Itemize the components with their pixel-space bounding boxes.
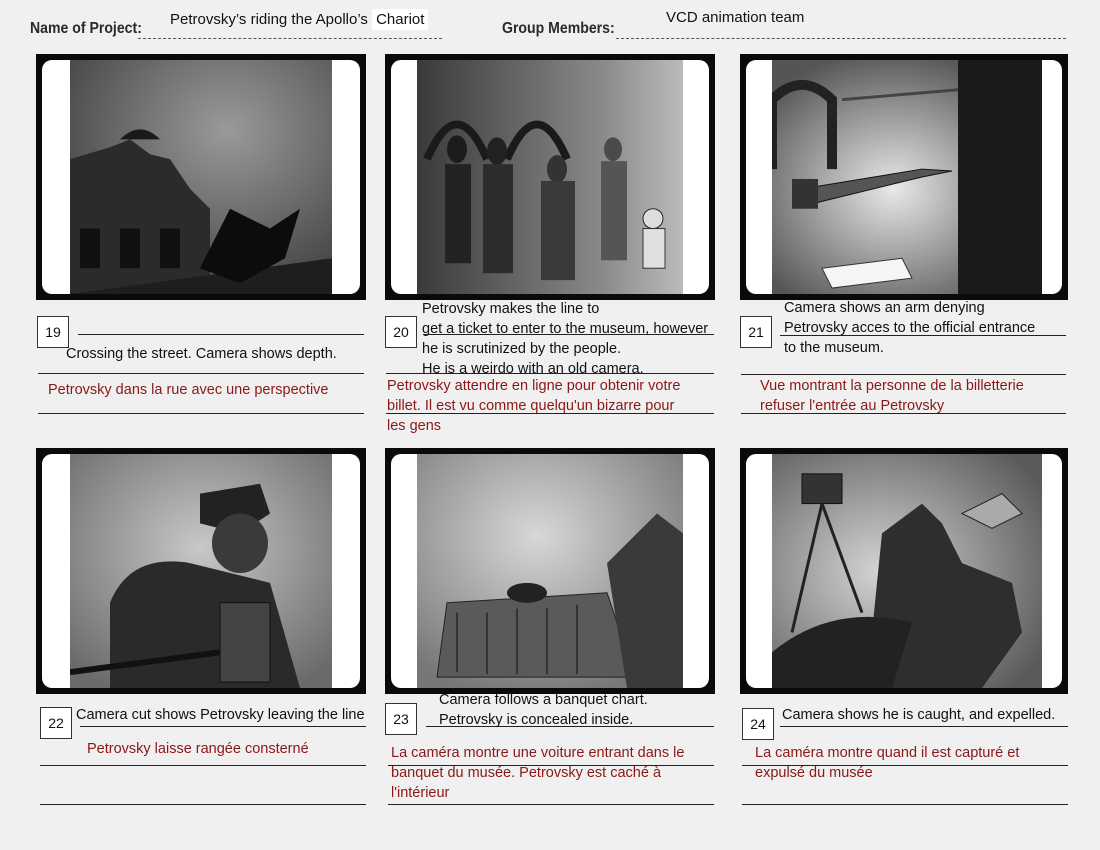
falling-man-icon	[772, 454, 1042, 688]
caption-line	[388, 804, 714, 805]
project-name-part2: Chariot	[372, 9, 428, 30]
project-name	[168, 11, 430, 28]
storyboard-frame-21	[740, 54, 1068, 300]
caption-line	[78, 334, 364, 335]
banquet-table-icon	[417, 454, 683, 688]
queue-of-people-icon	[417, 60, 683, 294]
project-name-part1: Petrovsky’s riding the Apollo’s	[170, 11, 368, 28]
english-caption-20: Petrovsky makes the line to get a ticket to enter to the museum, however he is scrutinized by the people. He is a weirdo with an old camera.	[422, 301, 709, 377]
frame-number-24: 24	[742, 708, 774, 740]
storyboard-frame-22	[36, 448, 366, 694]
storyboard-frame-20	[385, 54, 715, 300]
project-name-underline	[138, 38, 442, 39]
frame-number-21: 21	[740, 316, 772, 348]
group-members-label: Group Members:	[502, 20, 615, 37]
petrovsky-closeup-icon	[70, 454, 332, 688]
english-caption-21: Camera shows an arm denying Petrovsky acces to the official entrance to the museum.	[784, 300, 1036, 356]
storyboard-frame-19	[36, 54, 366, 300]
caption-line	[38, 373, 364, 374]
english-caption-22: Camera cut shows Petrovsky leaving the line	[76, 707, 365, 723]
frame-number-20: 20	[385, 316, 417, 348]
storyboard-frame-24	[740, 448, 1068, 694]
caption-line	[40, 804, 366, 805]
caption-line	[780, 726, 1068, 727]
french-caption-22: Petrovsky laisse rangée consterné	[87, 741, 309, 757]
group-members-underline	[616, 38, 1066, 39]
storyboard-frame-23	[385, 448, 715, 694]
frame-number-19: 19	[37, 316, 69, 348]
french-caption-24: La caméra montre quand il est capturé et expulsé du musée	[755, 745, 1020, 781]
english-caption-19: Crossing the street. Camera shows depth.	[66, 346, 337, 362]
french-caption-23: La caméra montre une voiture entrant dans le banquet du musée. Petrovsky est caché à l'intérieur	[391, 745, 685, 801]
frame-number-23: 23	[385, 703, 417, 735]
project-label: Name of Project:	[30, 20, 142, 37]
street-scene-icon	[70, 60, 332, 294]
french-caption-20: Petrovsky attendre en ligne pour obtenir votre billet. Il est vu comme quelqu'un bizarre pour les gens	[387, 378, 681, 434]
group-members-value: VCD animation team	[666, 9, 805, 26]
caption-line	[80, 726, 366, 727]
caption-line	[40, 765, 366, 766]
french-caption-19: Petrovsky dans la rue avec une perspective	[48, 382, 329, 398]
frame-number-22: 22	[40, 707, 72, 739]
pointing-arm-icon	[772, 60, 1042, 294]
caption-line	[741, 374, 1066, 375]
caption-line	[38, 413, 364, 414]
english-caption-23: Camera follows a banquet chart. Petrovsky is concealed inside.	[439, 692, 648, 728]
caption-line	[742, 804, 1068, 805]
french-caption-21: Vue montrant la personne de la billetterie refuser l'entrée au Petrovsky	[760, 378, 1024, 414]
english-caption-24: Camera shows he is caught, and expelled.	[782, 707, 1056, 723]
